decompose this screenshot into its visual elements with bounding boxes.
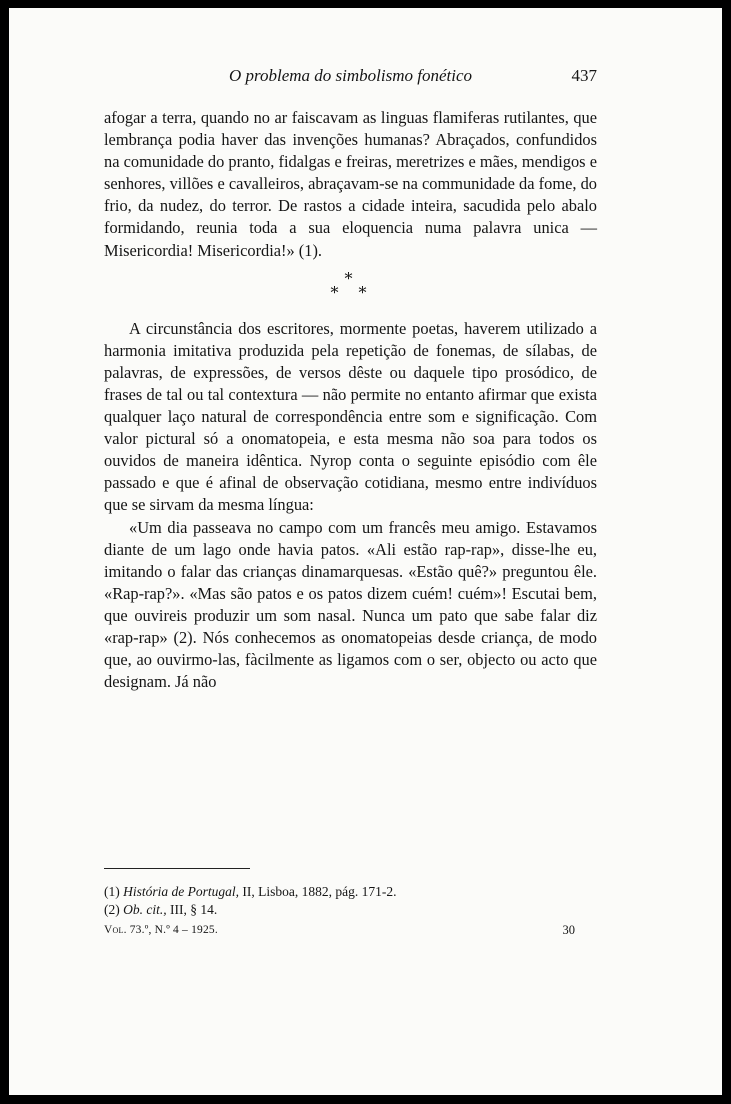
chapter-title: O problema do simbolismo fonético <box>228 66 473 85</box>
footnote-2-marker: (2) <box>104 902 120 917</box>
volume-signature: Vol. 73.º, N.º 4 – 1925. <box>104 924 218 936</box>
footnote-1 <box>104 883 597 901</box>
asterisk-right: * <box>358 282 367 302</box>
asterisk-left: * <box>330 282 339 302</box>
footnote-1-marker: (1) <box>104 884 120 899</box>
section-break <box>104 262 597 318</box>
running-header <box>104 66 597 94</box>
footnote-1-title: História de Portugal, <box>123 884 240 899</box>
footnotes <box>104 868 597 939</box>
footnote-rule <box>104 868 250 869</box>
asterisk-top: * <box>344 268 353 288</box>
paragraph-3: «Um dia passeava no campo com um francês meu amigo. Estavamos diante de um lago onde havia patos. «Ali estão rap-rap», disse-lhe eu, imitando o falar das crianças dinamarquesas. «Estão quê?» preguntou êle. «Rap-rap?». «Mas são patos e os patos dizem cuém! cuém»! Escutai bem, que ouvireis produzir um som nasal. Nunca um pato que sabe falar diz «rap-rap» (2). Nós conhecemos as onomatopeias desde criança, de modo que, ao ouvirmo-las, fàcilmente as ligamos com o ser, objecto ou acto que designam. Já não <box>104 517 597 692</box>
footnote-2 <box>104 901 597 919</box>
signature-line <box>104 921 597 939</box>
paragraph-2: A circunstância dos escritores, mormente poetas, haverem utilizado a harmonia imitativa produzida pela repetição de fonemas, de sílabas, de palavras, de expressões, de versos dêste ou daquele tipo prosódico, de frases de tal ou tal contextura — não permite no entanto afirmar que exista qualquer laço natural de correspondência entre som e significação. Com valor pictural só a onomatopeia, e esta mesma não soa para todos os ouvidos de maneira idêntica. Nyrop conta o seguinte episódio com êle passado e que é afinal de observação cotidiana, mesmo entre indivíduos que se sirvam da mesma língua: <box>104 318 597 515</box>
footnote-1-details: II, Lisboa, 1882, pág. 171-2. <box>239 884 397 899</box>
footnote-2-details: III, § 14. <box>166 902 218 917</box>
footnote-2-title: Ob. cit., <box>123 902 167 917</box>
book-page <box>9 8 722 1095</box>
main-text <box>104 107 597 693</box>
paragraph-1: afogar a terra, quando no ar faiscavam as linguas flamiferas rutilantes, que lembrança podia haver das invenções humanas? Abraçados, confundidos na comunidade do pranto, fidalgas e freiras, meretrizes e mães, mendigos e senhores, villões e cavalleiros, abraçavam-se na communidade da fome, do frio, da nudez, do terror. De rastos a cidade inteira, sacudida pelo abalo formidando, reunia toda a sua eloquencia numa palavra unica — Misericordia! Misericordia!» (1). <box>104 108 597 260</box>
page-number: 437 <box>571 66 597 85</box>
signature-number: 30 <box>562 923 575 937</box>
asterism-icon <box>330 268 371 302</box>
